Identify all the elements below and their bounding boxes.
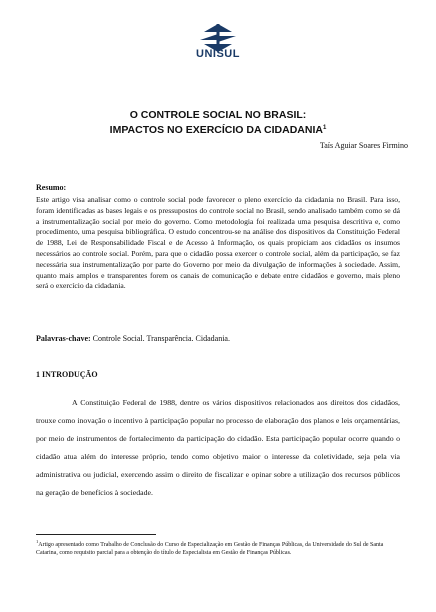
keywords [36,334,400,343]
logo-text: UNISUL [196,48,240,60]
title-line-2-text: IMPACTOS NO EXERCÍCIO DA CIDADANIA [109,124,323,136]
intro-paragraph: A Constituição Federal de 1988, dentre os vários dispositivos relacionados aos direitos dos cidadãos, trouxe como inovação o incentivo à participação popular no processo de elaboração dos planos e leis orçamentárias, por meio de instrumentos de fortalecimento da participação do cidadão. Esta participação popular ocorre quando o cidadão atua além do interesse próprio, tendo como objetivo maior o interesse da coletividade, seja pela via administrativa ou judicial, exercendo assim o direito de fiscalizar e opinar sobre a utilização dos recursos públicos na geração de benefícios à sociedade. [36,398,400,498]
keywords-label: Palavras-chave: [36,334,91,343]
footnote [36,538,400,558]
title-line-2 [0,124,436,136]
footnote-text: Artigo apresentado como Trabalho de Conclusão do Curso de Especialização em Gestão de Finanças Públicas, da Universidade do Sul de Santa Catarina, como requisito parcial para a obtenção do título de Especialista em Gestão de Finanças Públicas. [36,542,384,557]
footnote-marker: 1 [36,539,39,544]
keywords-text: Controle Social. Transparência. Cidadania. [92,334,230,343]
section-heading: 1 INTRODUÇÃO [36,370,98,379]
abstract-heading: Resumo: [36,183,67,192]
title-footnote-marker[interactable]: 1 [322,125,327,131]
title-line-1: O CONTROLE SOCIAL NO BRASIL: [129,109,307,121]
abstract-text: Este artigo visa analisar como o controle social pode favorecer o pleno exercício da cidadania no Brasil. Para isso, foram identificadas as bases legais e os pressupostos do controle social no Brasil, sendo analisado também como se dá a instrumentalização social por meio do governo. Como metodologia foi realizada uma pesquisa descritiva e, como procedimento, uma pesquisa bibliográfica. O estudo concentrou-se na análise dos dispositivos da Constituição Federal de 1988, Lei de Responsabilidade Fiscal e de Acesso à Informação, os quais propiciam aos cidadãos os insumos necessários ao controle social. Porém, para que o cidadão possa exercer o controle social, além da participação, se faz necessária sua instrumentalização por parte do Governo por meio da divulgação de informações à sociedade. Assim, quanto mais amplos e transparentes forem os canais de comunicação e debate entre cidadãos e governo, mais pleno será o exercício da cidadania. [36,195,400,291]
author-name: Taís Aguiar Soares Firmino [319,141,408,150]
footnote-divider [36,534,156,535]
